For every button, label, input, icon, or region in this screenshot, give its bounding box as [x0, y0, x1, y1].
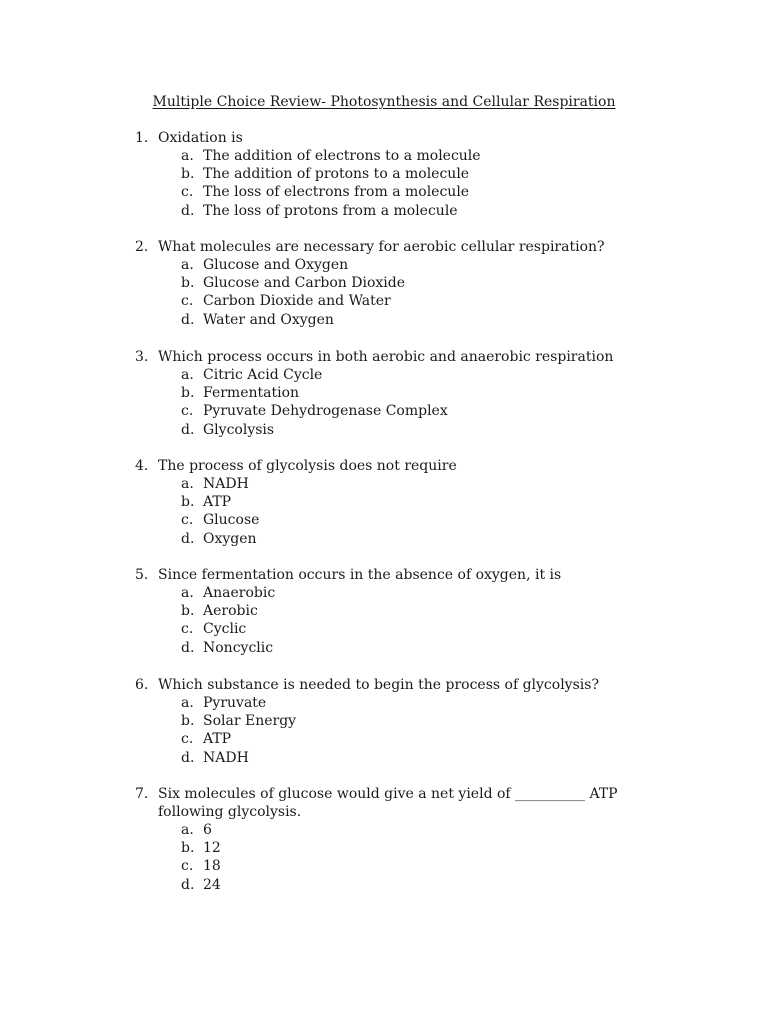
answer-option: [0, 311, 768, 329]
option-letter: c.: [181, 731, 194, 748]
answer-option: [0, 749, 768, 767]
option-letter: b.: [181, 166, 195, 183]
question-number: 7.: [135, 786, 149, 802]
option-text: NADH: [203, 476, 249, 492]
question-text: Which process occurs in both aerobic and anaerobic respiration: [158, 349, 614, 365]
question-text: Which substance is needed to begin the process of glycolysis?: [158, 677, 599, 693]
answer-option: [0, 256, 768, 274]
option-letter: a.: [181, 476, 194, 492]
option-letter: b.: [181, 385, 195, 402]
option-text: ATP: [203, 494, 232, 511]
option-text: Oxygen: [203, 530, 257, 547]
answer-option: [0, 165, 768, 183]
question-text: Oxidation is: [158, 130, 243, 146]
option-letter: b.: [181, 603, 195, 620]
option-letter: b.: [181, 840, 195, 857]
question-4: [0, 457, 768, 548]
question-number: 6.: [135, 677, 149, 693]
option-letter: a.: [181, 257, 194, 273]
option-text: 6: [203, 822, 212, 838]
option-text: Carbon Dioxide and Water: [203, 293, 391, 310]
option-text: Aerobic: [203, 603, 258, 620]
question-5: [0, 566, 768, 657]
answer-option: [0, 694, 768, 712]
question-text: The process of glycolysis does not require: [158, 458, 457, 474]
option-letter: a.: [181, 367, 194, 383]
option-letter: c.: [181, 293, 194, 310]
answer-option: [0, 839, 768, 857]
option-text: 12: [203, 840, 221, 857]
option-letter: c.: [181, 403, 194, 420]
option-letter: a.: [181, 148, 194, 164]
question-number: 4.: [135, 458, 149, 474]
option-text: 24: [203, 876, 221, 893]
option-letter: b.: [181, 275, 195, 292]
answer-option: [0, 712, 768, 730]
question-6: [0, 676, 768, 767]
option-text: Pyruvate Dehydrogenase Complex: [203, 403, 448, 420]
option-letter: d.: [181, 202, 195, 219]
answer-option: [0, 493, 768, 511]
option-text: Citric Acid Cycle: [203, 367, 323, 383]
question-number: 3.: [135, 349, 149, 365]
question-1: [0, 129, 768, 220]
option-letter: d.: [181, 749, 195, 766]
answer-option: [0, 421, 768, 439]
option-letter: b.: [181, 494, 195, 511]
option-text: ATP: [203, 731, 232, 748]
option-text: Pyruvate: [203, 695, 267, 711]
answer-option: [0, 639, 768, 657]
option-text: Cyclic: [203, 621, 247, 638]
option-letter: b.: [181, 713, 195, 730]
option-text: Glucose and Carbon Dioxide: [203, 275, 406, 292]
answer-option: [0, 511, 768, 529]
option-letter: c.: [181, 512, 194, 529]
question-number: 2.: [135, 239, 149, 255]
option-letter: d.: [181, 876, 195, 893]
question-text: Six molecules of glucose would give a net yield of __________ ATP following glycolysis.: [158, 786, 618, 820]
option-text: The loss of electrons from a molecule: [203, 184, 470, 201]
answer-option: [0, 530, 768, 548]
answer-option: [0, 730, 768, 748]
option-text: Glycolysis: [203, 421, 275, 438]
answer-option: [0, 857, 768, 875]
option-text: NADH: [203, 749, 249, 766]
answer-option: [0, 584, 768, 602]
option-text: 18: [203, 858, 221, 875]
option-letter: a.: [181, 822, 194, 838]
answer-option: [0, 602, 768, 620]
option-text: Water and Oxygen: [203, 311, 334, 328]
option-letter: a.: [181, 585, 194, 601]
option-text: The addition of protons to a molecule: [203, 166, 470, 183]
question-text: Since fermentation occurs in the absence of oxygen, it is: [158, 567, 562, 583]
answer-option: [0, 384, 768, 402]
answer-option: [0, 475, 768, 493]
option-letter: c.: [181, 621, 194, 638]
answer-option: [0, 620, 768, 638]
question-number: 1.: [135, 130, 149, 146]
option-text: Glucose: [203, 512, 260, 529]
answer-option: [0, 147, 768, 165]
option-text: Anaerobic: [203, 585, 276, 601]
question-7: [0, 785, 768, 894]
option-letter: c.: [181, 858, 194, 875]
option-letter: d.: [181, 311, 195, 328]
page-title: Multiple Choice Review- Photosynthesis and Cellular Respiration: [152, 94, 616, 110]
answer-option: [0, 292, 768, 310]
option-letter: d.: [181, 421, 195, 438]
option-text: Fermentation: [203, 385, 300, 402]
answer-option: [0, 183, 768, 201]
answer-option: [0, 821, 768, 839]
option-text: The loss of protons from a molecule: [203, 202, 458, 219]
question-3: [0, 348, 768, 439]
question-2: [0, 238, 768, 329]
option-letter: c.: [181, 184, 194, 201]
question-text: What molecules are necessary for aerobic cellular respiration?: [158, 239, 605, 255]
option-letter: d.: [181, 530, 195, 547]
answer-option: [0, 366, 768, 384]
option-text: Noncyclic: [203, 639, 274, 656]
answer-option: [0, 202, 768, 220]
answer-option: [0, 402, 768, 420]
option-letter: a.: [181, 695, 194, 711]
answer-option: [0, 274, 768, 292]
question-number: 5.: [135, 567, 149, 583]
option-text: Glucose and Oxygen: [203, 257, 349, 273]
option-text: Solar Energy: [203, 713, 297, 730]
option-letter: d.: [181, 639, 195, 656]
answer-option: [0, 876, 768, 894]
option-text: The addition of electrons to a molecule: [203, 148, 481, 164]
